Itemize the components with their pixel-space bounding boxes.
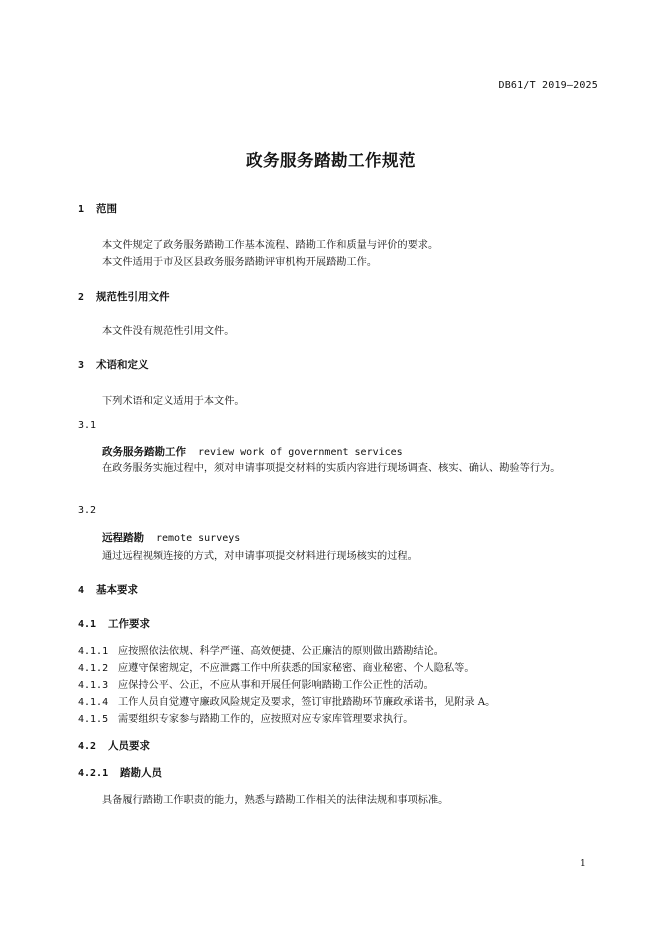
subsection-4-1-heading	[78, 616, 150, 631]
section-title: 规范性引用文件	[96, 291, 170, 303]
item-text: 应保持公平、公正，不应从事和开展任何影响踏勘工作公正性的活动。	[118, 680, 434, 691]
paragraph: 下列术语和定义适用于本文件。	[102, 396, 245, 407]
term-entry	[102, 444, 403, 459]
paragraph: 本文件适用于市及区县政务服务踏勘评审机构开展踏勘工作。	[102, 257, 378, 268]
document-code: DB61/T 2019—2025	[498, 80, 598, 91]
paragraph: 本文件规定了政务服务踏勘工作基本流程、踏勘工作和质量与评价的要求。	[102, 240, 439, 251]
section-4-heading	[78, 582, 138, 597]
list-item	[78, 676, 434, 691]
item-text: 工作人员自觉遵守廉政风险规定及要求，签订审批踏勘环节廉政承诺书，见附录 A。	[118, 697, 496, 708]
section-title: 范围	[96, 203, 117, 215]
subsection-4-2-heading	[78, 738, 150, 753]
page-number: 1	[580, 859, 586, 869]
document-title: 政务服务踏勘工作规范	[246, 151, 416, 170]
item-number: 4.1.2	[78, 663, 109, 674]
section-number: 4	[78, 585, 85, 596]
item-text: 需要组织专家参与踏勘工作的，应按照对应专家库管理要求执行。	[118, 714, 414, 725]
section-3-heading	[78, 357, 149, 372]
term-chinese: 远程踏勘	[102, 532, 144, 544]
subsection-title: 踏勘人员	[120, 767, 162, 779]
section-title: 术语和定义	[96, 359, 149, 371]
paragraph: 本文件没有规范性引用文件。	[102, 326, 235, 337]
list-item	[78, 659, 475, 674]
section-1-heading	[78, 201, 117, 216]
section-title: 基本要求	[96, 584, 138, 596]
section-number: 1	[78, 204, 85, 215]
list-item	[78, 693, 495, 708]
item-number: 4.1.3	[78, 680, 109, 691]
subsection-4-2-1-heading	[78, 765, 162, 780]
subsection-number: 4.1	[78, 619, 97, 630]
section-2-heading	[78, 289, 170, 304]
section-number: 3	[78, 360, 85, 371]
term-entry	[102, 530, 240, 545]
list-item	[78, 642, 444, 657]
term-definition: 在政务服务实施过程中，须对申请事项提交材料的实质内容进行现场调查、核实、确认、勘验等行为。	[102, 463, 561, 474]
term-number: 3.1	[78, 420, 97, 431]
term-number: 3.2	[78, 505, 97, 516]
subsection-number: 4.2.1	[78, 768, 109, 779]
item-number: 4.1.1	[78, 646, 109, 657]
term-definition: 通过远程视频连接的方式，对申请事项提交材料进行现场核实的过程。	[102, 551, 418, 562]
subsection-title: 工作要求	[108, 618, 150, 630]
section-number: 2	[78, 292, 85, 303]
list-item	[78, 710, 413, 725]
subsection-title: 人员要求	[108, 740, 150, 752]
paragraph: 具备履行踏勘工作职责的能力，熟悉与踏勘工作相关的法律法规和事项标准。	[102, 795, 449, 806]
term-chinese: 政务服务踏勘工作	[102, 446, 186, 458]
term-english: review work of government services	[198, 447, 403, 458]
term-english: remote surveys	[156, 533, 241, 544]
item-text: 应按照依法依规、科学严谨、高效便捷、公正廉洁的原则做出踏勘结论。	[118, 646, 444, 657]
subsection-number: 4.2	[78, 741, 97, 752]
item-text: 应遵守保密规定，不应泄露工作中所获悉的国家秘密、商业秘密、个人隐私等。	[118, 663, 475, 674]
item-number: 4.1.5	[78, 714, 109, 725]
item-number: 4.1.4	[78, 697, 109, 708]
